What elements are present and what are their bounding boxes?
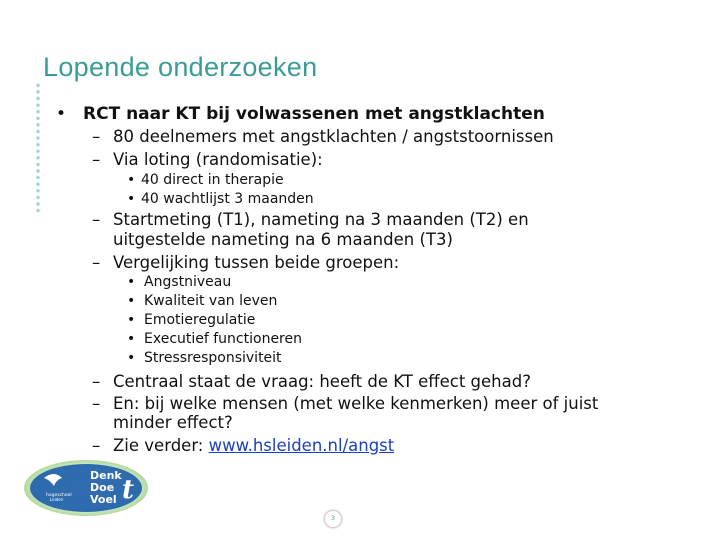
denk-doe-voel-logo (22, 458, 152, 520)
page-number: 3 (324, 510, 342, 528)
bullet-text: RCT naar KT bij volwassenen met angstklachten (83, 104, 545, 124)
logo-graphic (22, 458, 152, 520)
sub-item-text: 80 deelnemers met angstklachten / angststoornissen (113, 127, 554, 146)
dash-marker: – (92, 127, 101, 146)
sub-sub-item-text: Executief functioneren (144, 331, 302, 347)
dash-marker: – (92, 436, 101, 455)
logo-word-denk: Denk (90, 469, 122, 482)
logo-city: Leiden (50, 497, 64, 502)
sub-item-text: minder effect? (113, 413, 233, 432)
bullet-marker: • (127, 274, 136, 290)
bullet-marker: • (127, 312, 136, 328)
sub-sub-item-text: Kwaliteit van leven (144, 293, 278, 309)
sub-item-continuation (113, 230, 453, 249)
logo-word-doe: Doe (90, 481, 115, 494)
sub-item-text: uitgestelde nameting na 6 maanden (T3) (113, 230, 453, 249)
bullet-marker: • (56, 104, 67, 124)
sub-item-text: Zie verder: (113, 436, 204, 455)
sub-sub-item-text: 40 wachtlijst 3 maanden (141, 191, 314, 207)
dash-marker: – (92, 150, 101, 169)
logo-letter-t: t (122, 475, 135, 505)
bullet-marker: • (127, 293, 136, 309)
sub-sub-item-text: Angstniveau (144, 274, 232, 290)
bullet-marker: • (127, 331, 136, 347)
dash-marker: – (92, 253, 101, 272)
sub-item-text: Startmeting (T1), nameting na 3 maanden (T2) en (113, 210, 529, 229)
dash-marker: – (92, 394, 101, 413)
sub-item-continuation (113, 413, 233, 432)
dash-marker: – (92, 372, 101, 391)
sub-sub-item-text: Emotieregulatie (144, 312, 256, 328)
logo-word-voel: Voel (90, 493, 117, 506)
bullet-marker: • (127, 350, 136, 366)
sub-item-text: Centraal staat de vraag: heeft de KT effect gehad? (113, 372, 531, 391)
sub-item-text: En: bij welke mensen (met welke kenmerken) meer of juist (113, 394, 599, 413)
sub-sub-item-text: 40 direct in therapie (141, 172, 284, 188)
sub-item-text: Via loting (randomisatie): (113, 150, 323, 169)
website-link[interactable]: www.hsleiden.nl/angst (208, 436, 395, 455)
logo-school-name: hogeschool (46, 493, 72, 498)
dash-marker: – (92, 210, 101, 229)
slide-title: Lopende onderzoeken (43, 52, 318, 82)
sub-item-text: Vergelijking tussen beide groepen: (113, 253, 400, 272)
bullet-marker: • (127, 172, 136, 188)
bullet-marker: • (127, 191, 136, 207)
sub-sub-item-text: Stressresponsiviteit (144, 350, 282, 366)
